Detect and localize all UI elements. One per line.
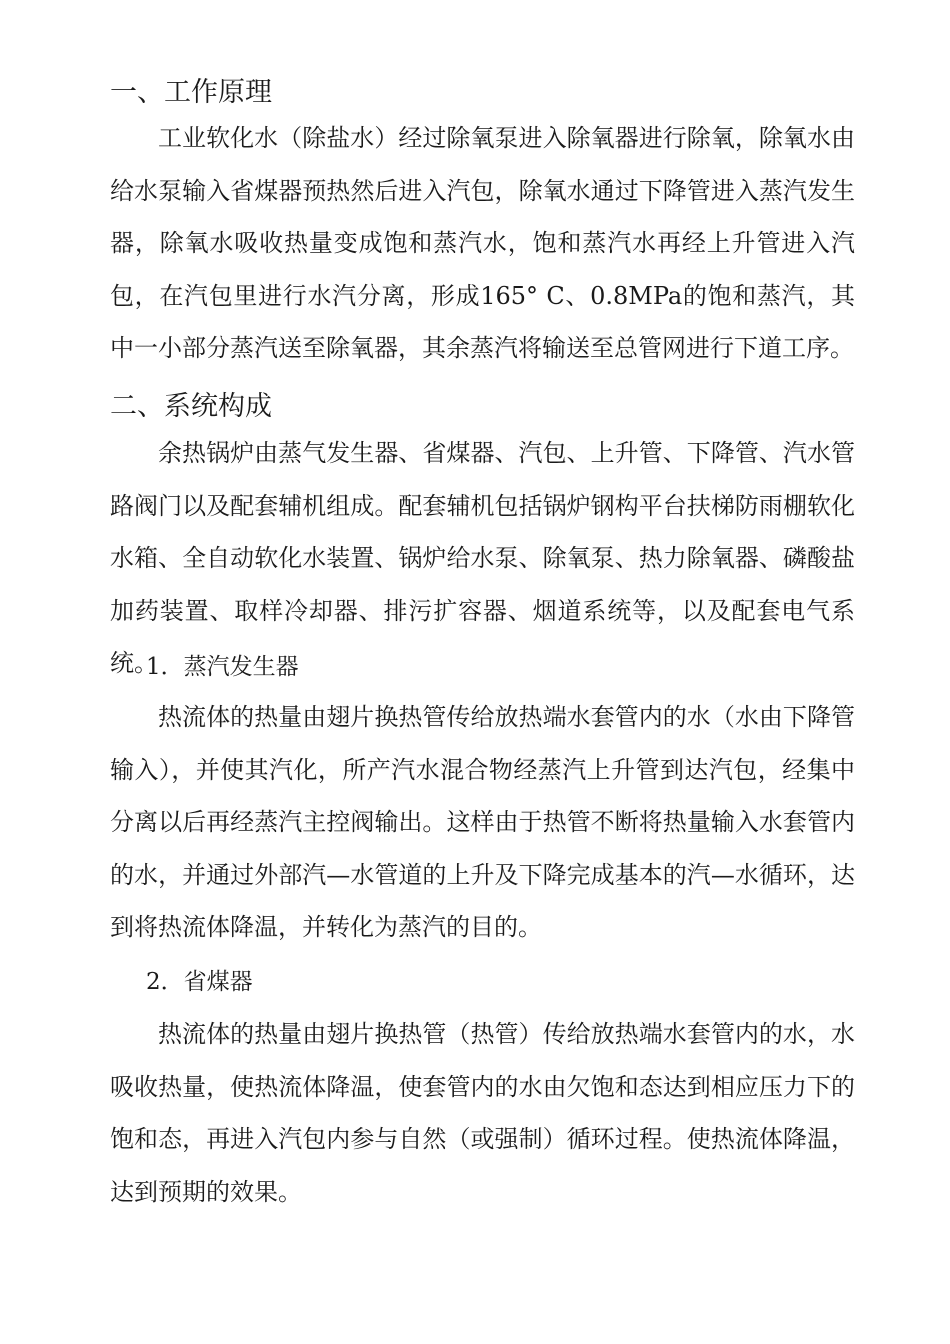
paragraph-working-principle: 工业软化水（除盐水）经过除氧泵进入除氧器进行除氧，除氧水由给水泵输入省煤器预热然后进入汽包，除氧水通过下降管进入蒸汽发生器，除氧水吸收热量变成饱和蒸汽水，饱和蒸汽水再经上升管进入汽包，在汽包里进行水汽分离，形成165° C、0.8MPa的饱和蒸汽，其中一小部分蒸汽送至除氧器，其余蒸汽将输送至总管网进行下道工序。 — [110, 124, 855, 362]
paragraph-economizer: 热流体的热量由翅片换热管（热管）传给放热端水套管内的水，水吸收热量，使热流体降温，使套管内的水由欠饱和态达到相应压力下的饱和态，再进入汽包内参与自然（或强制）循环过程。使热流体降温，达到预期的效果。 — [110, 1020, 855, 1206]
paragraph-system-composition: 余热锅炉由蒸气发生器、省煤器、汽包、上升管、下降管、汽水管路阀门以及配套辅机组成。配套辅机包括锅炉钢构平台扶梯防雨棚软化水箱、全自动软化水装置、锅炉给水泵、除氧泵、热力除氧器、磷酸盐加药装置、取样冷却器、排污扩容器、烟道系统等，以及配套电气系统。 — [110, 439, 855, 677]
subsection-title-economizer: 2．省煤器 — [146, 969, 253, 995]
section-heading-working-principle: 一、工作原理 — [110, 77, 272, 108]
section-heading-system-composition: 二、系统构成 — [110, 391, 272, 422]
paragraph-steam-generator: 热流体的热量由翅片换热管传给放热端水套管内的水（水由下降管输入），并使其汽化，所产汽水混合物经蒸汽上升管到达汽包，经集中分离以后再经蒸汽主控阀输出。这样由于热管不断将热量输入水套管内的水，并通过外部汽—水管道的上升及下降完成基本的汽—水循环，达到将热流体降温，并转化为蒸汽的目的。 — [110, 703, 855, 941]
subsection-title-steam-generator: 1．蒸汽发生器 — [146, 654, 299, 680]
